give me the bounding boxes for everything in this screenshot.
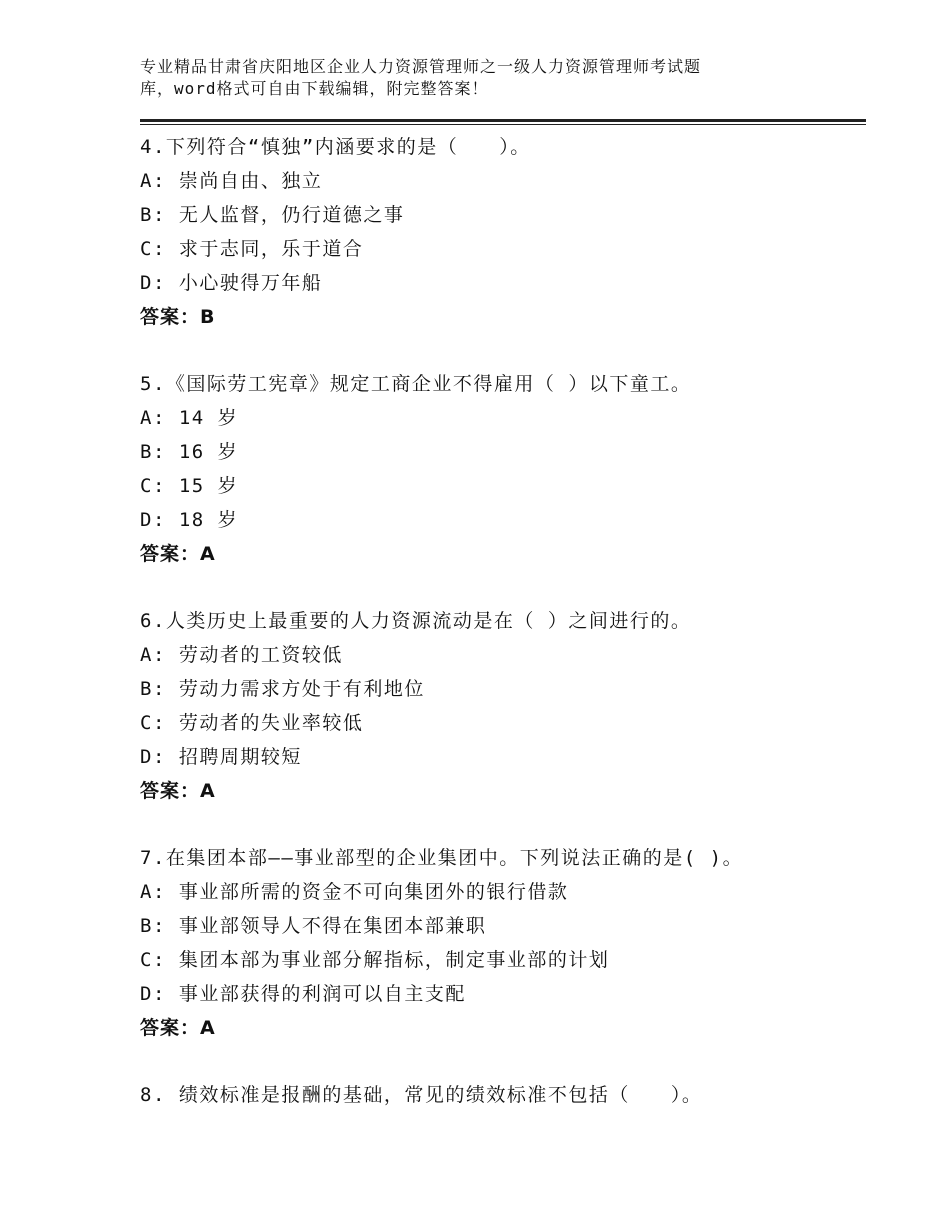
option-a: A: 14 岁	[140, 407, 239, 429]
option-b: B: 16 岁	[140, 441, 239, 463]
option-d: D: 招聘周期较短	[140, 746, 302, 768]
document-header	[140, 56, 780, 100]
answer-label: 答案：B	[140, 306, 216, 328]
question-8	[140, 1078, 870, 1112]
answer-label: 答案：A	[140, 780, 216, 802]
question-6	[140, 604, 870, 808]
option-c: C: 劳动者的失业率较低	[140, 712, 364, 734]
header-rule-thin	[140, 124, 866, 125]
answer-label: 答案：A	[140, 1017, 216, 1039]
question-stem: 8. 绩效标准是报酬的基础，常见的绩效标准不包括（ ）。	[140, 1084, 703, 1106]
option-c: C: 求于志同，乐于道合	[140, 238, 364, 260]
question-5	[140, 367, 870, 571]
option-a: A: 劳动者的工资较低	[140, 644, 343, 666]
option-a: A: 崇尚自由、独立	[140, 170, 323, 192]
question-4	[140, 130, 870, 334]
option-a: A: 事业部所需的资金不可向集团外的银行借款	[140, 881, 569, 903]
option-d: D: 事业部获得的利润可以自主支配	[140, 983, 466, 1005]
question-list	[140, 130, 870, 1145]
option-b: B: 劳动力需求方处于有利地位	[140, 678, 425, 700]
option-c: C: 15 岁	[140, 475, 239, 497]
option-d: D: 小心驶得万年船	[140, 272, 323, 294]
option-b: B: 无人监督，仍行道德之事	[140, 204, 405, 226]
header-line-2: 库，word格式可自由下载编辑，附完整答案！	[140, 79, 489, 98]
option-d: D: 18 岁	[140, 509, 239, 531]
question-stem: 4.下列符合“慎独”内涵要求的是（ ）。	[140, 136, 531, 158]
option-c: C: 集团本部为事业部分解指标，制定事业部的计划	[140, 949, 610, 971]
question-stem: 7.在集团本部——事业部型的企业集团中。下列说法正确的是( )。	[140, 847, 744, 869]
question-stem: 6.人类历史上最重要的人力资源流动是在（ ）之间进行的。	[140, 610, 692, 632]
header-rule-thick	[140, 119, 866, 122]
question-7	[140, 841, 870, 1045]
question-stem: 5.《国际劳工宪章》规定工商企业不得雇用（ ）以下童工。	[140, 373, 692, 395]
option-b: B: 事业部领导人不得在集团本部兼职	[140, 915, 487, 937]
header-line-1: 专业精品甘肃省庆阳地区企业人力资源管理师之一级人力资源管理师考试题	[140, 57, 702, 76]
answer-label: 答案：A	[140, 543, 216, 565]
